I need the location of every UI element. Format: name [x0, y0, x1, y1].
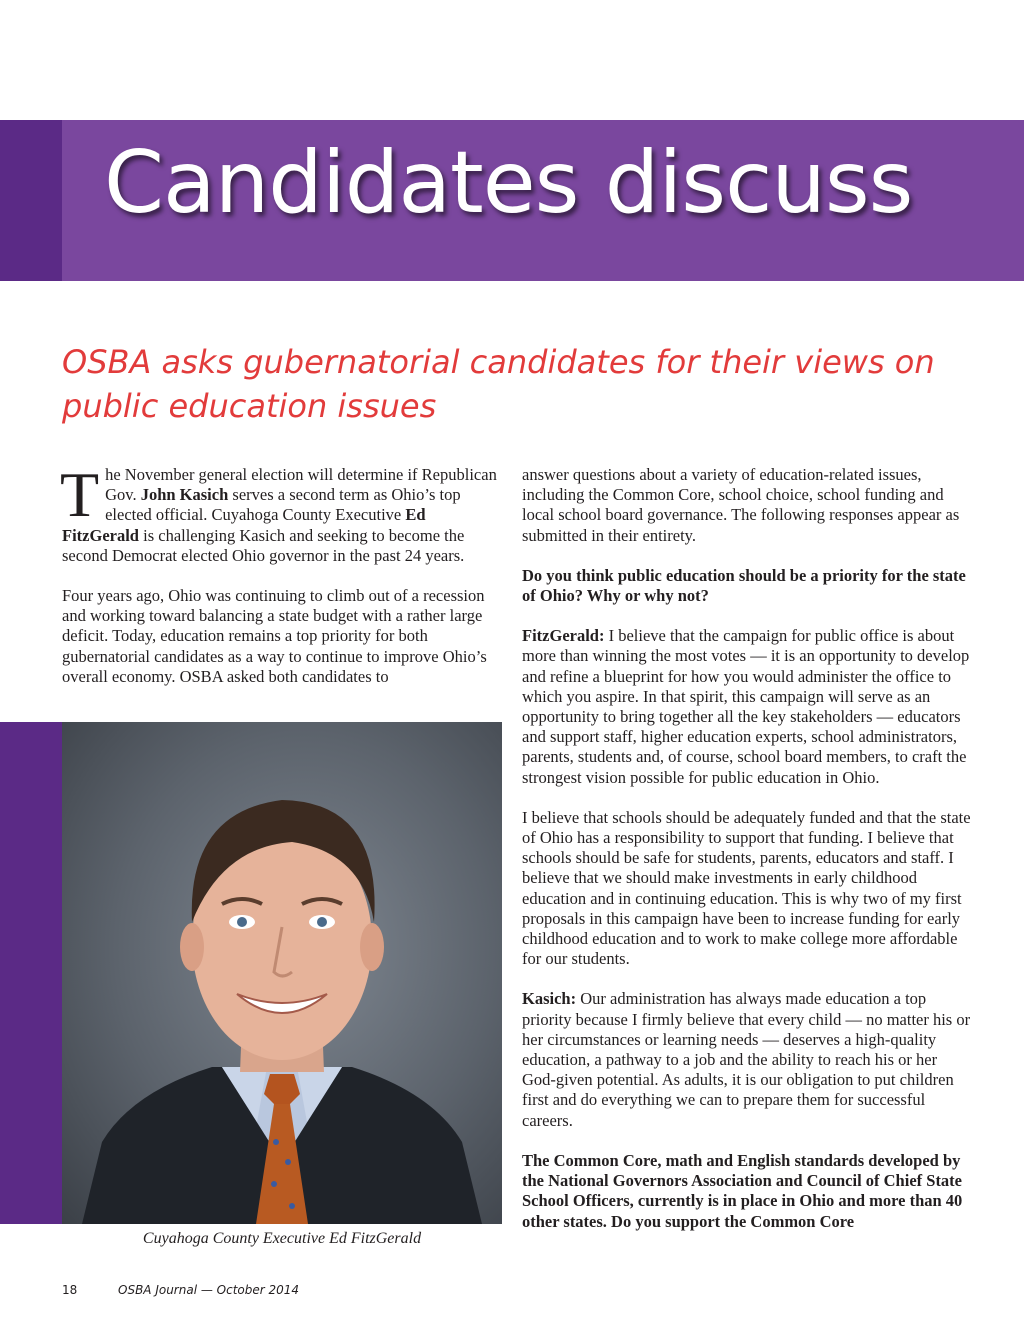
intro-paragraph [60, 459, 502, 566]
photo-accent-bar [0, 722, 62, 1224]
drop-cap: T [60, 459, 100, 530]
context-paragraph: Four years ago, Ohio was continuing to climb out of a recession and working toward balancing a state budget with a rather large deficit. Today, education remains a top priority for both gubernatorial candidates as a way to continue to improve Ohio’s overall economy. OSBA asked both candidates to [62, 586, 487, 686]
portrait-illustration [62, 722, 502, 1224]
left-column [60, 459, 502, 687]
intro-text-e: is challenging Kasich and seeking to become the second Democrat elected Ohio governor in the past 24 years. [62, 525, 465, 565]
question-2: The Common Core, math and English standards developed by the National Governors Association and Council of Chief State School Officers, currently is in place in Ohio and more than 40 other states. Do you support the Common Core [522, 1150, 963, 1231]
intro-text-a: he November general election will determine if Republican Gov. [105, 465, 497, 505]
intro-text-c: serves a second term as Ohio’s top elected official. Cuyahoga County Executive [105, 485, 461, 525]
kasich-name: John Kasich [140, 485, 229, 505]
fitzgerald-name: Ed FitzGerald [62, 505, 426, 545]
right-column [522, 465, 972, 1232]
photo-caption: Cuyahoga County Executive Ed FitzGerald [142, 1230, 422, 1247]
intro-continued: answer questions about a variety of education-related issues, including the Common Core, school choice, school funding and local school board governance. The following responses appear as submitted in their entirety. [522, 465, 960, 545]
answer-fitzgerald-text: I believe that the campaign for public office is about more than winning the most votes — it is an opportunity to develop and refine a blueprint for how you would administer the office to which you aspire. In that spirit, this campaign will serve as an opportunity to bring together all the key stakeholders — educators and support staff, higher education experts, school administrators, parents, students and, of course, school board members, to craft the strongest vision possible for public education in Ohio. [522, 626, 970, 787]
speaker-fitzgerald: FitzGerald: [522, 626, 605, 646]
page-title: Candidates discuss [104, 133, 913, 233]
answer-kasich-text: Our administration has always made education a top priority because I firmly believe that every child — no matter his or her circumstances or learning needs — deserves a high-quality education, a pathway to a job and the ability to reach his or her God-given potential. As adults, it is our obligation to put children first and do everything we can to prepare them for successful careers. [522, 989, 971, 1130]
portrait-photo [62, 722, 502, 1224]
answer-fitzgerald-1 [522, 626, 972, 788]
speaker-kasich: Kasich: [522, 989, 577, 1009]
article-subtitle: OSBA asks gubernatorial candidates for their views on public education issues [62, 343, 935, 425]
page-footer [62, 1283, 299, 1297]
answer-fitzgerald-2: I believe that schools should be adequately funded and that the state of Ohio has a responsibility to support that funding. I believe that schools should be safe for students, parents, educators and staff. I believe that we should make investments in early childhood education and in continuing education. This is why two of my first proposals in this campaign have been to increase funding for early childhood education and to work to make college more affordable for our students. [522, 807, 971, 969]
page-number: 18 [62, 1283, 78, 1297]
question-1: Do you think public education should be a priority for the state of Ohio? Why or why not? [522, 565, 966, 606]
banner-accent-bar [0, 120, 62, 281]
publication-line: OSBA Journal — October 2014 [118, 1283, 300, 1297]
answer-kasich-1 [522, 989, 972, 1130]
